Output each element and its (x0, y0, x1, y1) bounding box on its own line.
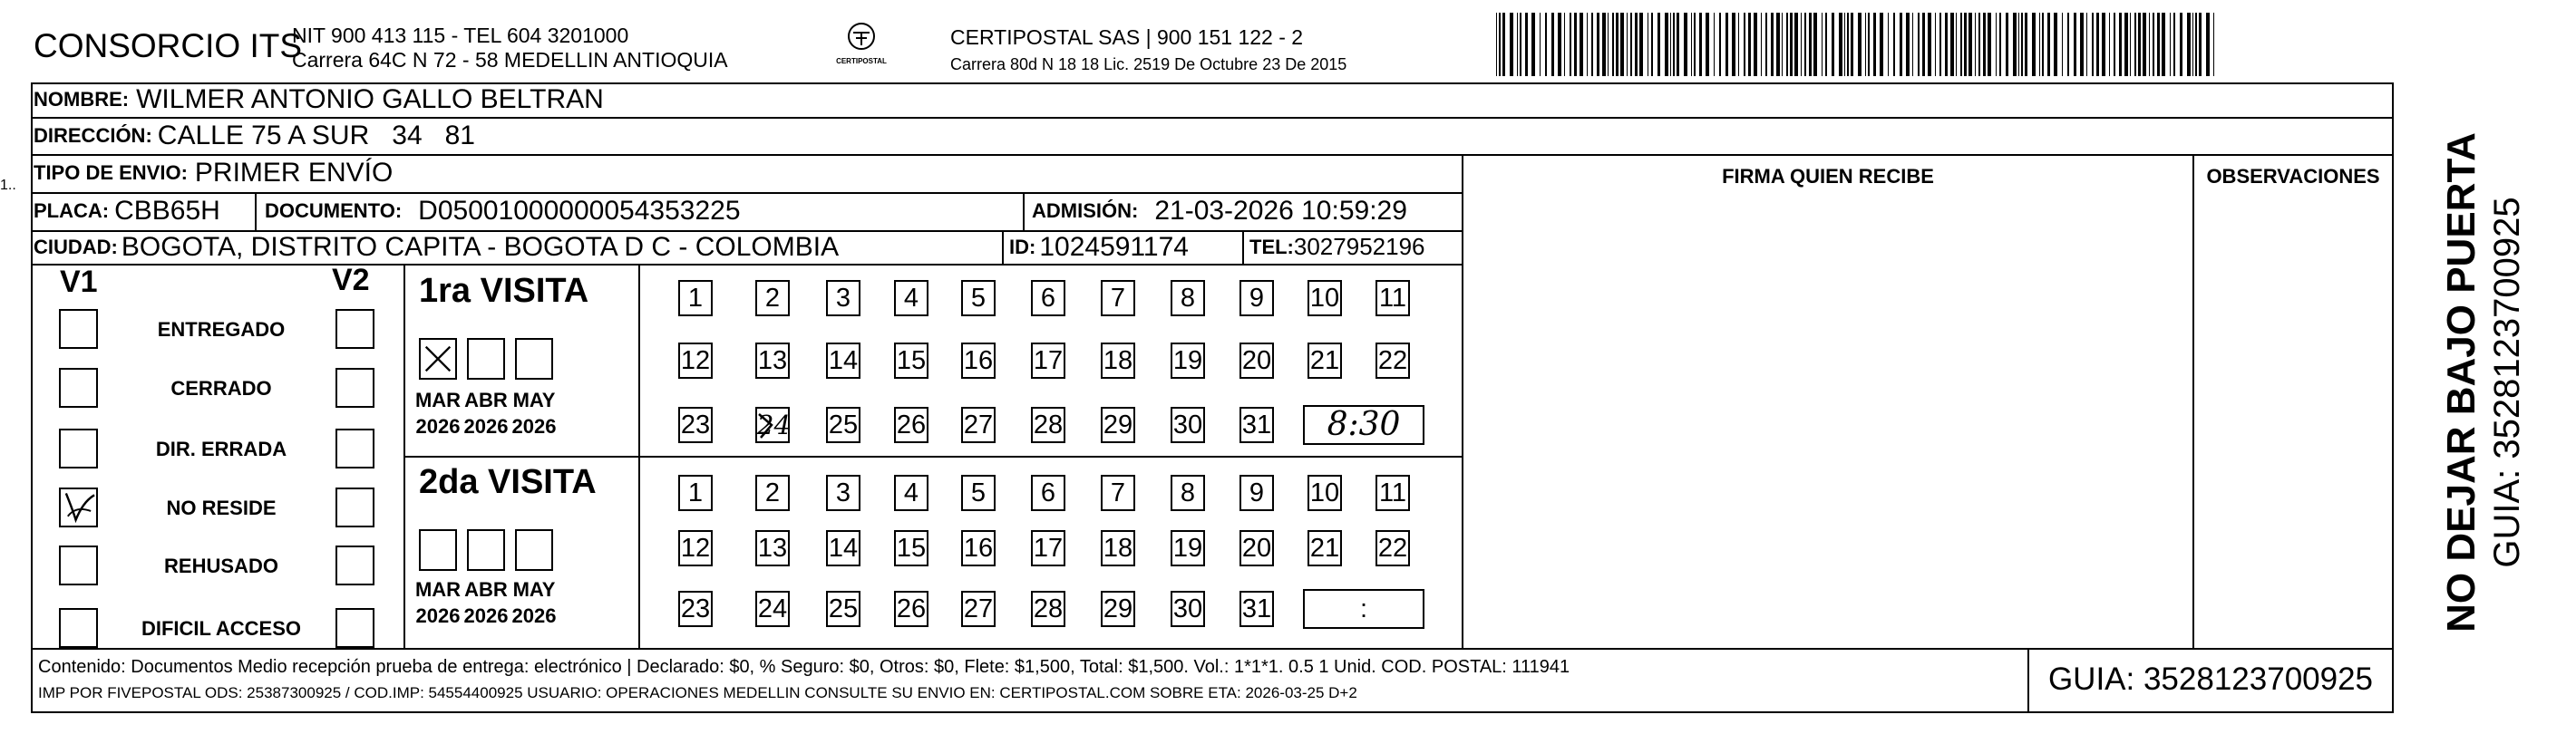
company-nit: NIT 900 413 115 - TEL 604 3201000 (292, 24, 629, 47)
visit2-day-box[interactable]: 23 (678, 591, 713, 627)
visit2-day-box[interactable]: 3 (826, 475, 860, 511)
logo-text: CERTIPOSTAL (836, 57, 887, 65)
v1-label: V1 (60, 265, 98, 299)
visit2-day-box[interactable]: 21 (1307, 530, 1342, 566)
tipo-envio-label: TIPO DE ENVIO: (34, 161, 188, 184)
certipostal-logo-icon (832, 22, 890, 65)
id-label: ID: (1009, 235, 1036, 258)
visit2-day-box[interactable]: 30 (1171, 591, 1205, 627)
documento-value: D05001000000054353225 (418, 196, 741, 226)
visit2-day-box[interactable]: 28 (1031, 591, 1065, 627)
status-option-label: CERRADO (170, 377, 272, 400)
side-warning: NO DEJAR BAJO PUERTA (2439, 132, 2484, 633)
v1-checkbox[interactable] (59, 309, 98, 349)
visit2-day-box[interactable]: 2 (755, 475, 790, 511)
visit1-day-box[interactable]: 14 (826, 343, 860, 379)
visit1-day-box[interactable]: 15 (894, 343, 928, 379)
tipo-envio-row (34, 154, 393, 192)
month-name: MAR (414, 389, 462, 411)
month-year: 2026 (415, 415, 461, 438)
visit2-month-label (459, 576, 513, 629)
visit1-day-box[interactable]: 31 (1239, 407, 1274, 443)
month-name: MAY (512, 389, 556, 411)
visit1-day-box[interactable]: 10 (1307, 280, 1342, 316)
v1-checkbox[interactable] (59, 608, 98, 648)
visit1-day-box[interactable]: 12 (678, 343, 713, 379)
visit1-day-box[interactable]: 8 (1171, 280, 1205, 316)
v2-checkbox[interactable] (335, 309, 374, 349)
visit2-day-box[interactable]: 7 (1101, 475, 1135, 511)
month-year: 2026 (463, 604, 509, 627)
visit2-day-box[interactable]: 29 (1101, 591, 1135, 627)
direccion-row (34, 117, 475, 154)
direccion-value: CALLE 75 A SUR 34 81 (157, 120, 475, 150)
month-name: ABR (464, 389, 508, 411)
visit1-day-box[interactable]: 22 (1375, 343, 1410, 379)
visit2-day-box[interactable]: 22 (1375, 530, 1410, 566)
admision-value: 21-03-2026 10:59:29 (1154, 196, 1407, 226)
visit1-day-box[interactable]: 17 (1031, 343, 1065, 379)
visit2-day-box[interactable]: 16 (961, 530, 996, 566)
ciudad-value: BOGOTA, DISTRITO CAPITA - BOGOTA D C - COLOMBIA (121, 231, 840, 262)
visit2-day-box[interactable]: 11 (1375, 475, 1410, 511)
visit1-day-box[interactable]: 13 (755, 343, 790, 379)
company-name: CONSORCIO ITS (34, 27, 303, 64)
visit1-month-label (411, 387, 465, 439)
placa-label: PLACA: (34, 199, 110, 222)
visit2-day-box[interactable]: 12 (678, 530, 713, 566)
visit1-day-box[interactable]: 21 (1307, 343, 1342, 379)
v2-checkbox[interactable] (335, 488, 374, 527)
tel-label: TEL: (1249, 235, 1294, 258)
month-year: 2026 (511, 415, 557, 438)
id-value: 1024591174 (1039, 231, 1189, 262)
visit2-day-box[interactable]: 9 (1239, 475, 1274, 511)
company-info (292, 24, 728, 72)
visit1-day-box[interactable]: 5 (961, 280, 996, 316)
visit2-day-box[interactable]: 1 (678, 475, 713, 511)
visit1-day-box[interactable]: 27 (961, 407, 996, 443)
visit1-month-checkbox[interactable] (467, 338, 505, 380)
visit1-day-box[interactable]: 16 (961, 343, 996, 379)
visit2-day-box[interactable]: 19 (1171, 530, 1205, 566)
side-guia: GUIA: 3528123700925 (2487, 197, 2527, 568)
visit2-day-box[interactable]: 8 (1171, 475, 1205, 511)
id-row (1009, 230, 1189, 264)
visit2-day-box[interactable]: 20 (1239, 530, 1274, 566)
ciudad-label: CIUDAD: (34, 235, 118, 258)
visit1-day-box[interactable]: 19 (1171, 343, 1205, 379)
visit2-month-label (507, 576, 561, 629)
admision-label: ADMISIÓN: (1032, 199, 1139, 222)
ciudad-row (34, 230, 839, 264)
margin-mark: 1.. (0, 178, 16, 193)
visit2-day-box[interactable]: 26 (894, 591, 928, 627)
visit2-day-box[interactable]: 17 (1031, 530, 1065, 566)
carrier-name: CERTIPOSTAL SAS | 900 151 122 - 2 (950, 25, 1304, 49)
v2-checkbox[interactable] (335, 608, 374, 648)
visit2-day-box[interactable]: 10 (1307, 475, 1342, 511)
admision-row (1032, 192, 1407, 230)
visit1-day-box[interactable]: 24 (755, 407, 790, 443)
barcode-icon (1494, 13, 2220, 81)
v2-checkbox[interactable] (335, 368, 374, 408)
v1-checkbox[interactable] (59, 429, 98, 468)
visit1-day-box[interactable]: 7 (1101, 280, 1135, 316)
visit1-month-label (459, 387, 513, 439)
visit2-day-box[interactable]: 6 (1031, 475, 1065, 511)
visit1-day-box[interactable]: 2 (755, 280, 790, 316)
nombre-row (34, 82, 604, 117)
v2-checkbox[interactable] (335, 429, 374, 468)
visit1-day-box[interactable]: 26 (894, 407, 928, 443)
visit1-day-box[interactable]: 6 (1031, 280, 1065, 316)
visit1-day-box[interactable]: 1 (678, 280, 713, 316)
visit1-month-checkbox[interactable] (419, 338, 457, 380)
visit2-day-box[interactable]: 25 (826, 591, 860, 627)
company-address: Carrera 64C N 72 - 58 MEDELLIN ANTIOQUIA (292, 48, 728, 72)
month-year: 2026 (511, 604, 557, 627)
month-name: ABR (464, 578, 508, 601)
direccion-label: DIRECCIÓN: (34, 123, 152, 147)
visit1-day-box[interactable]: 18 (1101, 343, 1135, 379)
placa-row (34, 192, 220, 230)
visit2-day-box[interactable]: 27 (961, 591, 996, 627)
visit1-day-box[interactable]: 9 (1239, 280, 1274, 316)
carrier-info (950, 24, 1346, 78)
visit1-title: 1ra VISITA (419, 272, 589, 310)
v2-label: V2 (332, 263, 370, 297)
visit1-day-box[interactable]: 29 (1101, 407, 1135, 443)
nombre-value: WILMER ANTONIO GALLO BELTRAN (136, 84, 604, 114)
footer-content: Contenido: Documentos Medio recepción prueba de entrega: electrónico | Declarado: $0, % Seguro: $0, Otros: $0, Flete: $1,500, Total: $1,500. Vol.: 1*1*1. 0.5 1 Unid. COD. POSTAL: 111941 (38, 657, 1570, 677)
month-year: 2026 (463, 415, 509, 438)
footer-print-info: IMP POR FIVEPOSTAL ODS: 25387300925 / COD.IMP: 54554400925 USUARIO: OPERACIONES MEDELLIN CONSULTE SU ENVIO EN: CERTIPOSTAL.COM SOBRE ETA: 2026-03-25 D+2 (38, 684, 1357, 701)
tipo-envio-value: PRIMER ENVÍO (194, 158, 394, 188)
documento-label: DOCUMENTO: (265, 199, 403, 222)
v2-checkbox[interactable] (335, 546, 374, 585)
v1-checkbox[interactable] (59, 368, 98, 408)
documento-row (265, 192, 741, 230)
observaciones-header: OBSERVACIONES (2206, 165, 2380, 188)
visit1-day-box[interactable]: 20 (1239, 343, 1274, 379)
visit1-month-label (507, 387, 561, 439)
visit1-day-box[interactable]: 3 (826, 280, 860, 316)
status-option-label: REHUSADO (164, 555, 278, 577)
tel-row (1249, 230, 1425, 264)
status-option-label: NO RESIDE (166, 497, 277, 519)
visit1-day-box[interactable]: 30 (1171, 407, 1205, 443)
visit2-month-label (411, 576, 465, 629)
visit2-month-checkbox[interactable] (515, 529, 553, 571)
visit1-day-box[interactable]: 28 (1031, 407, 1065, 443)
visit2-title: 2da VISITA (419, 463, 597, 501)
visit2-day-box[interactable]: 5 (961, 475, 996, 511)
visit1-time-field[interactable]: 8:30 (1303, 405, 1424, 445)
visit2-time-field[interactable]: : (1303, 589, 1424, 629)
tel-value: 3027952196 (1293, 233, 1425, 260)
visit2-day-box[interactable]: 31 (1239, 591, 1274, 627)
status-option-label: DIR. ERRADA (155, 438, 287, 460)
visit2-month-checkbox[interactable] (419, 529, 457, 571)
visit2-day-box[interactable]: 15 (894, 530, 928, 566)
visit2-day-box[interactable]: 4 (894, 475, 928, 511)
visit1-day-box[interactable]: 4 (894, 280, 928, 316)
visit1-day-box[interactable]: 23 (678, 407, 713, 443)
visit2-month-checkbox[interactable] (467, 529, 505, 571)
visit2-day-box[interactable]: 24 (755, 591, 790, 627)
visit1-month-checkbox[interactable] (515, 338, 553, 380)
nombre-label: NOMBRE: (34, 88, 130, 111)
month-name: MAR (414, 578, 462, 601)
v1-checkbox[interactable] (59, 488, 98, 527)
visit2-day-box[interactable]: 14 (826, 530, 860, 566)
footer-guia: GUIA: 3528123700925 (2047, 662, 2374, 697)
visit2-day-box[interactable]: 13 (755, 530, 790, 566)
month-name: MAY (512, 578, 556, 601)
status-option-label: ENTREGADO (157, 318, 286, 341)
visit2-day-box[interactable]: 18 (1101, 530, 1135, 566)
status-option-label: DIFICIL ACCESO (141, 617, 301, 640)
visit1-day-box[interactable]: 25 (826, 407, 860, 443)
month-year: 2026 (415, 604, 461, 627)
v1-checkbox[interactable] (59, 546, 98, 585)
carrier-address: Carrera 80d N 18 18 Lic. 2519 De Octubre 23 De 2015 (950, 55, 1347, 73)
firma-header: FIRMA QUIEN RECIBE (1722, 165, 1934, 188)
visit1-day-box[interactable]: 11 (1375, 280, 1410, 316)
placa-value: CBB65H (114, 196, 220, 226)
